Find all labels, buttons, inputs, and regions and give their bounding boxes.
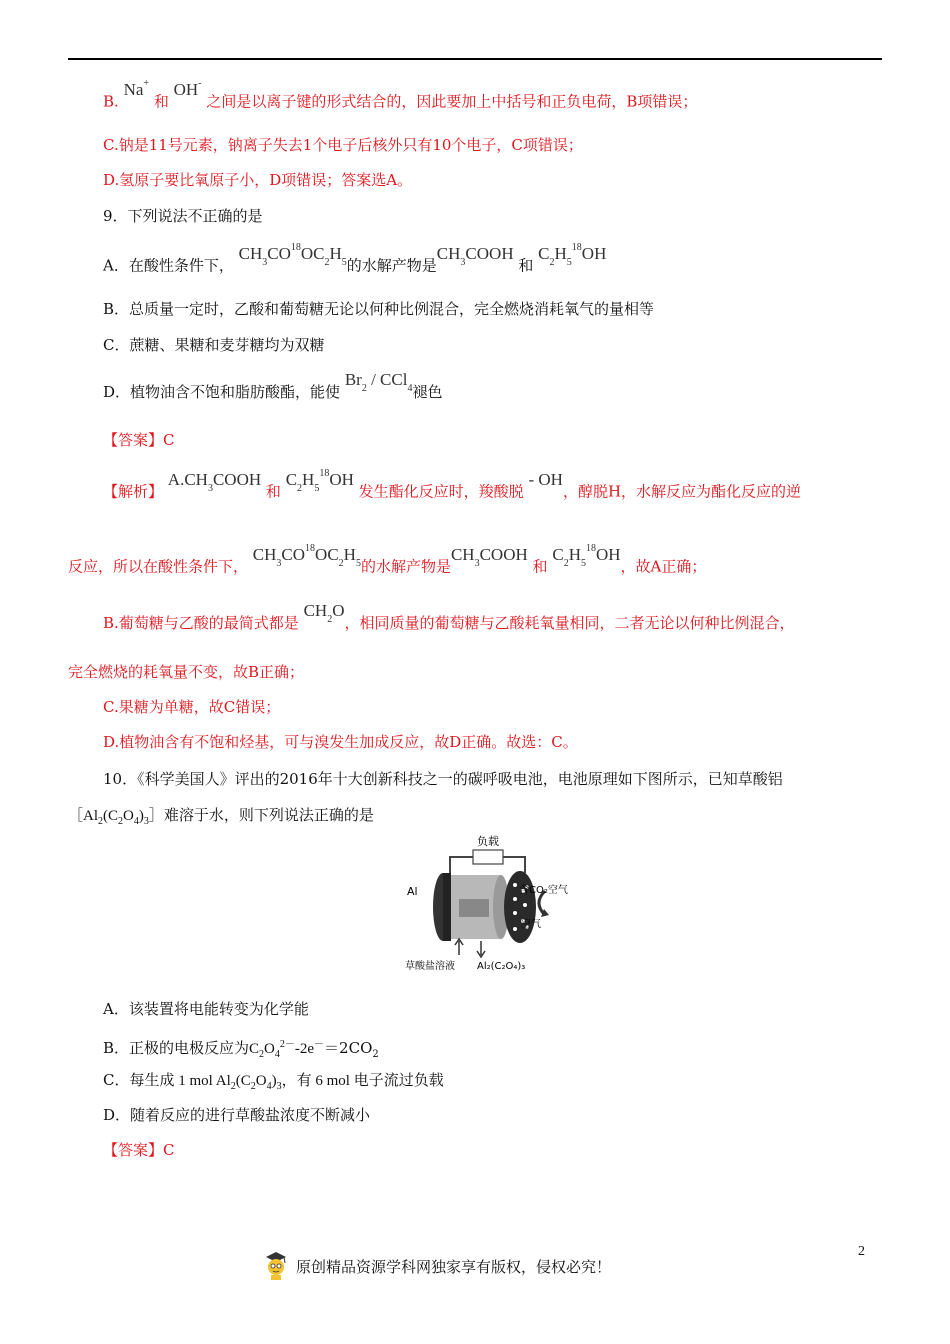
q9-analysis-line-4: 完全燃烧的耗氧量不变，故B正确； bbox=[68, 663, 305, 681]
formula-ethanol-18o: $C_2H_5^{18}OH$ bbox=[538, 242, 607, 269]
footer bbox=[262, 1250, 611, 1282]
q9-analysis-line-3: B.葡萄糖与乙酸的最简式都是 $CH_2O$，相同质量的葡萄糖与乙酸耗氧量相同，二者无论以何种比例混合， bbox=[103, 601, 795, 632]
mascot-logo-icon bbox=[262, 1251, 290, 1281]
formula-ester-18o: $CH_3CO^{18}OC_2H_5$ bbox=[238, 242, 347, 269]
q9-option-a: A．在酸性条件下， $CH_3CO^{18}OC_2H_5$的水解产物是$CH_3COOH$ 和 $C_2H_5^{18}OH$ bbox=[103, 242, 607, 275]
q9-analysis-line-2: 反应，所以在酸性条件下， $CH_3CO^{18}OC_2H_5$的水解产物是$CH_3COOH$ 和 $C_2H_5^{18}OH$，故A正确； bbox=[68, 543, 707, 576]
q9-answer: 【答案】C bbox=[103, 431, 175, 449]
formula-a-acetic-acid: $A.CH_3COOH$ bbox=[167, 469, 262, 495]
page-number: 2 bbox=[858, 1244, 865, 1259]
q10-option-d: D．随着反应的进行草酸盐浓度不断减小 bbox=[103, 1106, 371, 1124]
formula-acetic-acid: $CH_3COOH$ bbox=[436, 243, 514, 269]
formula-hydroxyl: - OH bbox=[528, 469, 563, 489]
q10-option-b: B．正极的电极反应为$C_2O_4^{2-}-2e^-=2CO_2$ bbox=[103, 1039, 379, 1060]
formula-oh-ion: OH- bbox=[173, 78, 202, 99]
formula-ethanol-18o-2: $C_2H_5^{18}OH$ bbox=[285, 468, 354, 495]
analysis-c-line: C.钠是11号元素，钠离子失去1个电子后核外只有10个电子，C项错误； bbox=[103, 136, 583, 154]
fig-product-label: Al₂(C₂O₄)₃ bbox=[477, 961, 526, 972]
q9-stem: 9．下列说法不正确的是 bbox=[103, 207, 263, 225]
q10-option-c: C．每生成 1 mol $Al_2(C_2O_4)_3$，有 6 mol 电子流过负载 bbox=[103, 1071, 444, 1092]
analysis-b-line: B. Na+ 和 OH- 之间是以离子键的形式结合的，因此要加上中括号和正负电荷，B项错误； bbox=[103, 78, 698, 111]
header-rule bbox=[68, 58, 882, 60]
analysis-d-line: D.氢原子要比氧原子小，D项错误；答案选A。 bbox=[103, 171, 413, 189]
footer-copyright-text: 原创精品资源学科网独家享有版权，侵权必究！ bbox=[296, 1257, 612, 1276]
q9-option-b: B．总质量一定时，乙酸和葡萄糖无论以何种比例混合，完全燃烧消耗氧气的量相等 bbox=[103, 300, 655, 318]
q9-analysis-line-1: 【解析】 $A.CH_3COOH$ 和 $C_2H_5^{18}OH$ 发生酯化反应时，羧酸脱 - OH，醇脱H，水解反应为酯化反应的逆 bbox=[103, 468, 802, 501]
q10-stem-line-1: 10．《科学美国人》评出的2016年十大创新科技之一的碳呼吸电池，电池原理如下图所示，已知草酸铝 bbox=[103, 770, 783, 788]
formula-acetic-acid-2: $CH_3COOH$ bbox=[450, 544, 528, 570]
q10-stem-line-2: $[Al_2(C_2O_4)_3]$难溶于水，则下列说法正确的是 bbox=[68, 806, 374, 827]
formula-br2-ccl4: $Br_2 / CCl_4$ bbox=[344, 370, 413, 395]
q10-answer: 【答案】C bbox=[103, 1141, 175, 1159]
fig-load-label: 负载 bbox=[477, 835, 499, 848]
q9-analysis-line-6: D.植物油含有不饱和烃基，可与溴发生加成反应，故D正确。故选：C。 bbox=[103, 733, 578, 751]
q9-analysis-line-5: C.果糖为单糖，故C错误； bbox=[103, 698, 281, 716]
q9-option-d: D．植物油含不饱和脂肪酸酯，能使 $Br_2 / CCl_4$褪色 bbox=[103, 370, 443, 401]
formula-na-ion: Na+ bbox=[123, 78, 150, 99]
fig-air-label: 空气 bbox=[521, 919, 541, 930]
formula-ethanol-18o-3: $C_2H_5^{18}OH$ bbox=[552, 543, 621, 570]
q9-option-c: C．蔗糖、果糖和麦芽糖均为双糖 bbox=[103, 336, 325, 354]
formula-ch2o: $CH_2O$ bbox=[303, 601, 345, 626]
q10-option-a: A．该装置将电能转变为化学能 bbox=[103, 1000, 309, 1018]
fig-al-label: Al bbox=[407, 885, 418, 898]
formula-ester-18o-2: $CH_3CO^{18}OC_2H_5$ bbox=[252, 543, 361, 570]
fig-co2-air-label: 含CO₂空气 bbox=[519, 885, 568, 896]
battery-diagram bbox=[405, 835, 580, 975]
fig-solution-label: 草酸盐溶液 bbox=[405, 961, 455, 972]
